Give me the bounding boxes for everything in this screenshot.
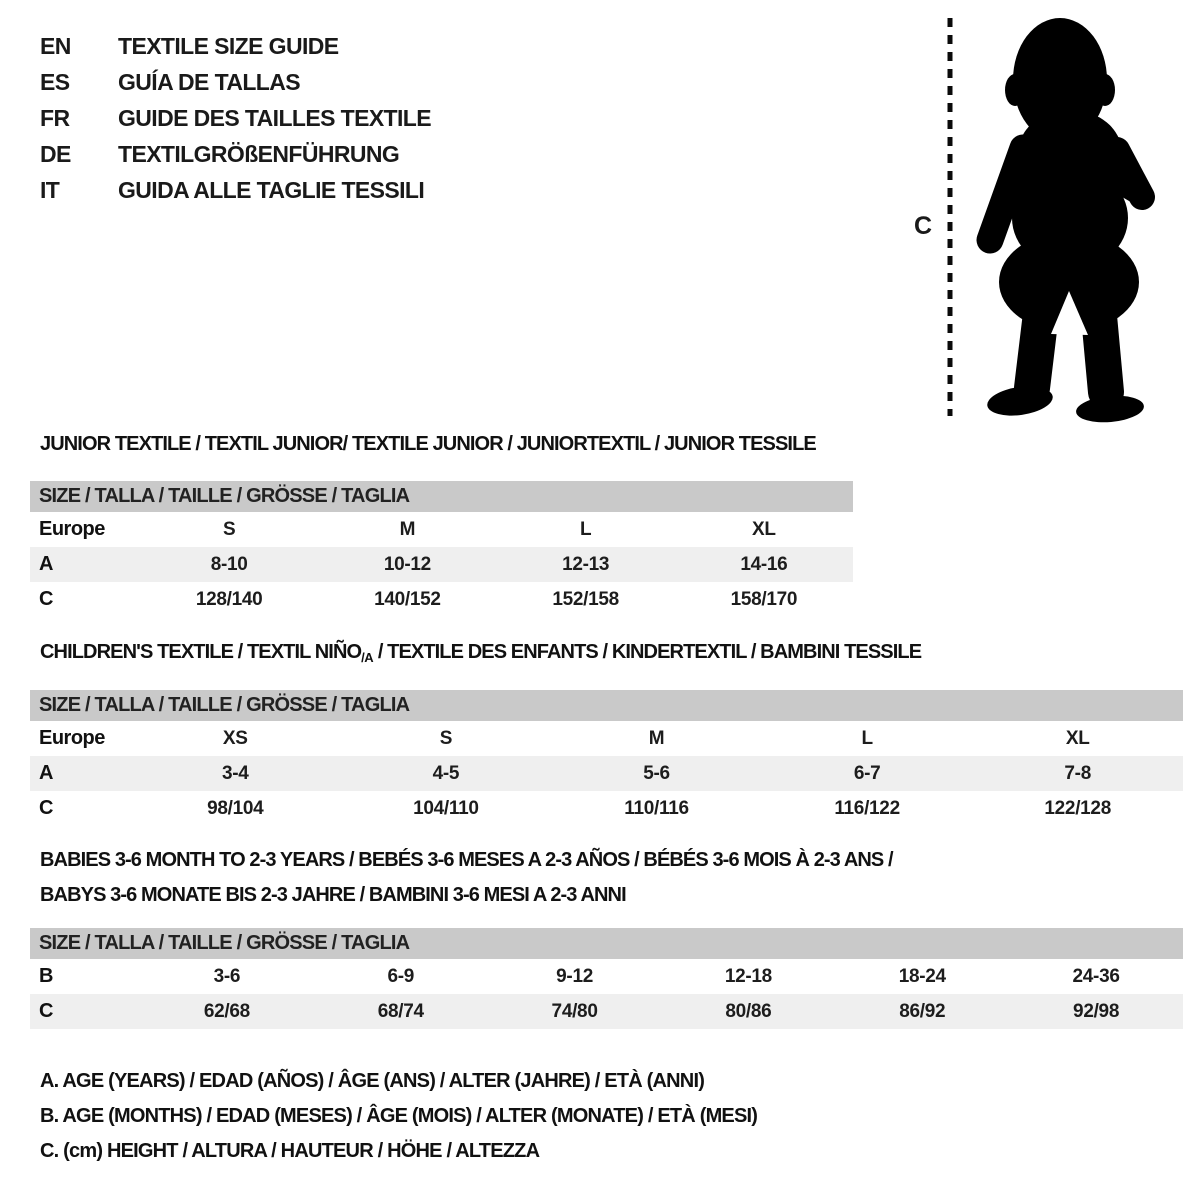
age-cell: 8-10 [210,553,248,575]
language-row-en [40,28,431,64]
height-cell: 92/98 [1073,1000,1120,1022]
table-row-months [30,959,1183,994]
table-row-europe [30,512,853,547]
row-label: A [39,762,53,784]
age-cell: 6-7 [853,762,881,784]
guide-title-es: GUÍA DE TALLAS [118,68,300,95]
language-row-es [40,64,431,100]
size-cell: XS [222,727,248,749]
height-cell: 80/86 [725,1000,772,1022]
legend-line-b: B. AGE (MONTHS) / EDAD (MESES) / ÂGE (MOIS) / ALTER (MONATE) / ETÀ (MESI) [40,1105,758,1127]
table-row-height [30,582,853,617]
height-cell: 86/92 [899,1000,946,1022]
toddler-silhouette [920,0,1180,430]
months-cell: 9-12 [556,965,593,987]
language-code: ES [40,68,70,95]
row-label: Europe [39,727,105,749]
junior-size-table [30,481,853,617]
babies-size-table [30,928,1183,1029]
legend-line-a: A. AGE (YEARS) / EDAD (AÑOS) / ÂGE (ANS) / ALTER (JAHRE) / ETÀ (ANNI) [40,1070,705,1092]
children-title-subscript: /A [361,650,374,665]
table-row-age [30,547,853,582]
table-row-europe [30,721,1183,756]
junior-section-title: JUNIOR TEXTILE / TEXTIL JUNIOR/ TEXTILE JUNIOR / JUNIORTEXTIL / JUNIOR TESSILE [40,433,816,455]
language-code: FR [40,104,70,131]
language-row-it [40,172,431,208]
height-cell: 110/116 [624,797,689,819]
language-code: IT [40,176,60,203]
row-label: C [39,797,53,819]
size-cell: L [579,518,592,540]
age-cell: 7-8 [1064,762,1091,784]
guide-title-fr: GUIDE DES TAILLES TEXTILE [118,104,431,131]
table-row-age [30,756,1183,791]
row-label: A [39,553,53,575]
age-cell: 5-6 [643,762,670,784]
age-cell: 3-4 [222,762,249,784]
children-title-part2: / TEXTILE DES ENFANTS / KINDERTEXTIL / BAMBINI TESSILE [373,641,922,663]
guide-title-it: GUIDA ALLE TAGLIE TESSILI [118,176,425,203]
size-header-bar: SIZE / TALLA / TAILLE / GRÖSSE / TAGLIA [30,481,853,512]
size-cell: S [439,727,453,749]
height-cell: 140/152 [374,588,441,610]
height-cell: 98/104 [207,797,264,819]
size-cell: L [861,727,873,749]
height-cell: 158/170 [730,588,798,610]
size-header-bar: SIZE / TALLA / TAILLE / GRÖSSE / TAGLIA [30,928,1183,959]
size-header-bar: SIZE / TALLA / TAILLE / GRÖSSE / TAGLIA [30,690,1183,721]
guide-title-de: TEXTILGRÖßENFÜHRUNG [118,140,400,167]
months-cell: 18-24 [898,965,946,987]
age-cell: 12-13 [562,553,610,575]
children-size-table [30,690,1183,826]
row-label: Europe [39,518,105,540]
babies-section-title-line2: BABYS 3-6 MONATE BIS 2-3 JAHRE / BAMBINI 3-6 MESI A 2-3 ANNI [40,884,626,906]
height-cell: 68/74 [377,1000,424,1022]
size-cell: XL [1065,727,1090,749]
legend-line-c: C. (cm) HEIGHT / ALTURA / HAUTEUR / HÖHE / ALTEZZA [40,1140,540,1162]
measure-c-label: C [914,212,932,240]
table-row-height [30,791,1183,826]
babies-section-title-line1: BABIES 3-6 MONTH TO 2-3 YEARS / BEBÉS 3-6 MESES A 2-3 AÑOS / BÉBÉS 3-6 MOIS À 2-3 ANS / [40,849,893,871]
row-label: C [39,588,53,610]
height-cell: 62/68 [203,1000,250,1022]
age-cell: 4-5 [432,762,460,784]
language-row-fr [40,100,431,136]
row-label: B [39,965,53,987]
size-cell: M [648,727,665,749]
children-section-title [40,641,921,665]
age-cell: 14-16 [740,553,788,575]
height-cell: 74/80 [551,1000,598,1022]
height-cell: 116/122 [834,797,900,819]
children-title-part1: CHILDREN'S TEXTILE / TEXTIL NIÑO [40,641,362,663]
language-code: DE [40,140,71,167]
height-cell: 104/110 [413,797,479,819]
height-cell: 128/140 [195,588,263,610]
row-label: C [39,1000,53,1022]
legend [40,1064,757,1169]
size-cell: XL [752,518,776,540]
language-title-list [40,28,431,208]
height-cell: 122/128 [1044,797,1111,819]
months-cell: 6-9 [387,965,415,987]
months-cell: 12-18 [724,965,772,987]
language-row-de [40,136,431,172]
toddler-silhouette-shape [985,18,1145,425]
age-cell: 10-12 [383,553,431,575]
table-row-height [30,994,1183,1029]
months-cell: 24-36 [1072,965,1120,987]
language-code: EN [40,32,71,59]
guide-title-en: TEXTILE SIZE GUIDE [118,32,339,59]
size-cell: M [399,518,416,540]
months-cell: 3-6 [213,965,241,987]
size-cell: S [222,518,236,540]
height-cell: 152/158 [552,588,619,610]
